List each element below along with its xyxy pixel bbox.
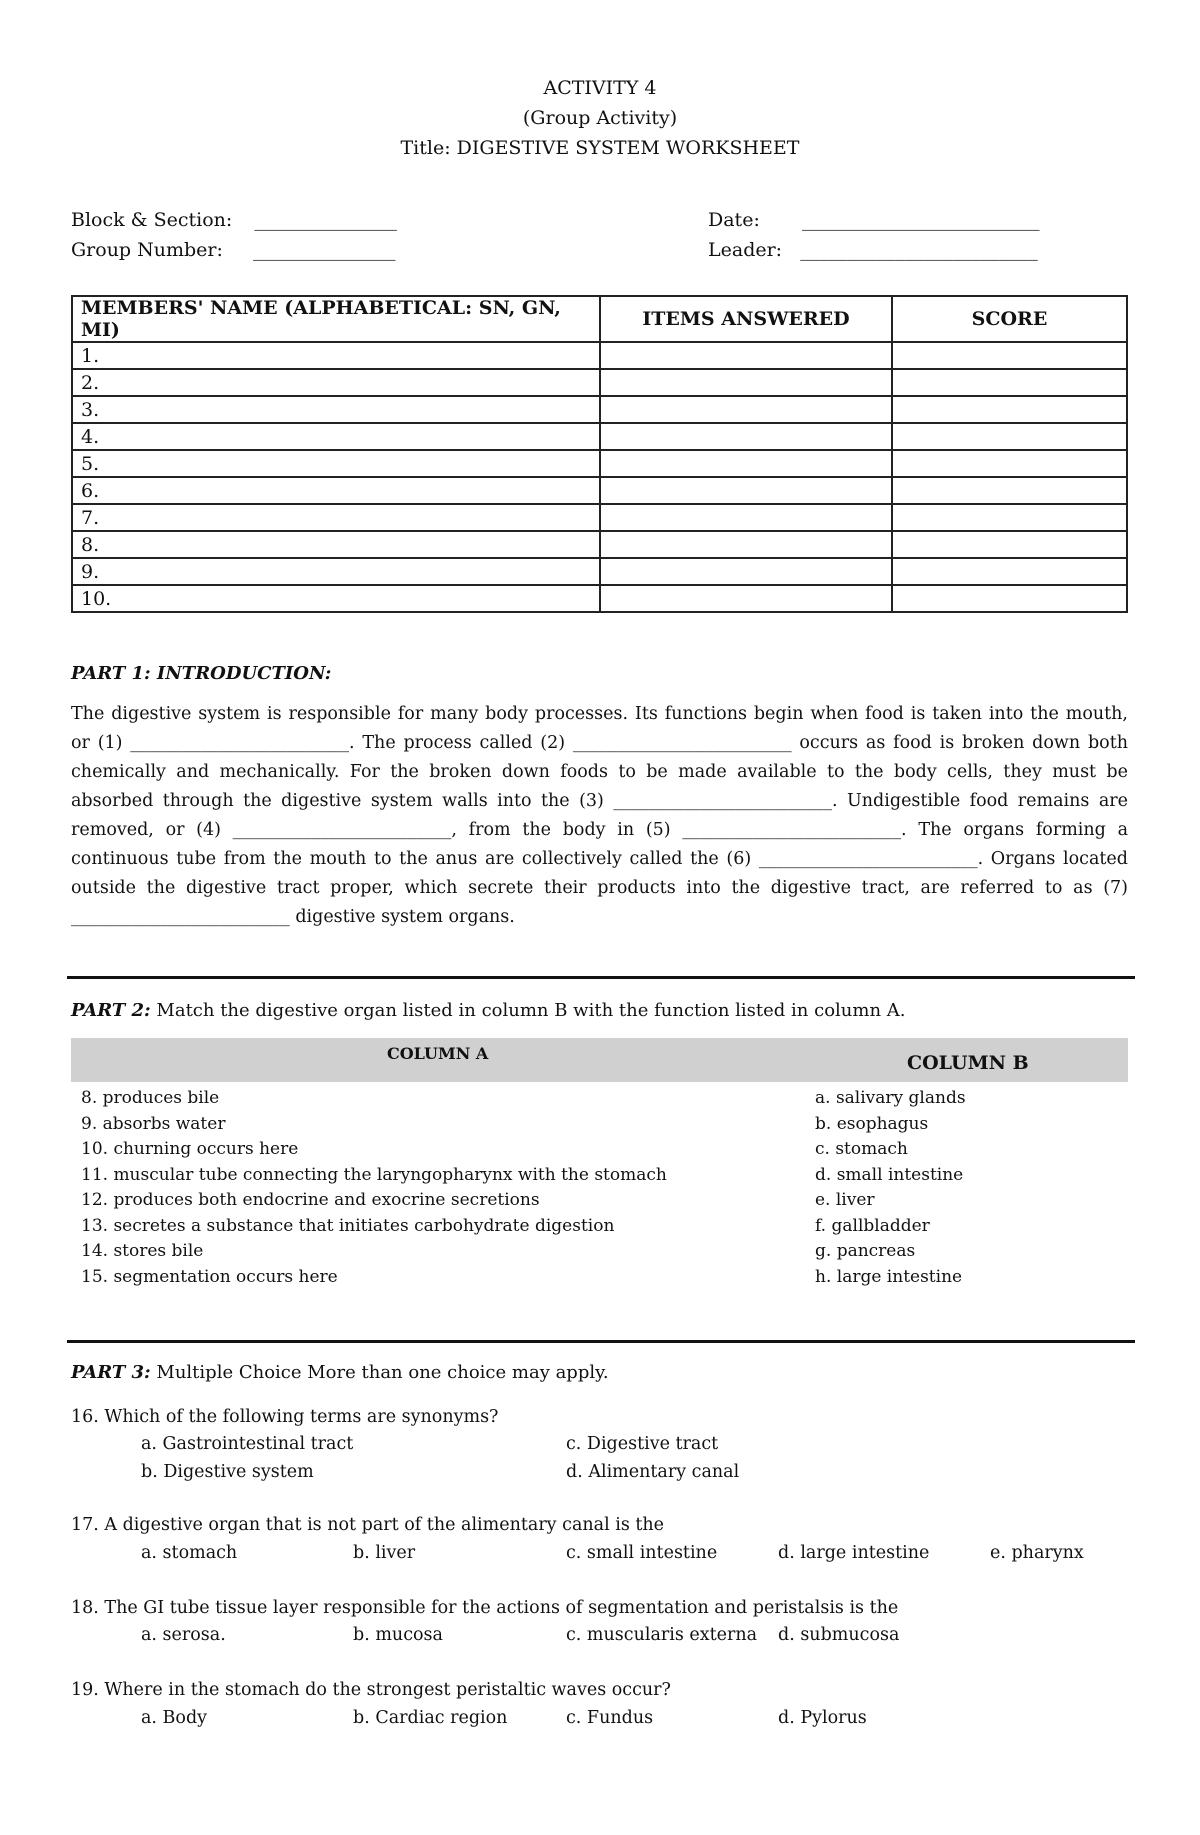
question-16: 16. Which of the following terms are synonyms? bbox=[71, 1407, 499, 1427]
items-answered-cell[interactable] bbox=[600, 396, 892, 423]
section-divider bbox=[67, 1340, 1135, 1343]
list-item: d. small intestine bbox=[815, 1164, 964, 1185]
list-item: 8. produces bile bbox=[81, 1088, 220, 1108]
part1-paragraph: The digestive system is responsible for many body processes. Its functions begin when food is taken into the mouth, or (1) _________________________. The process called (2) _________________________ occurs as food is broken down both chemically and mechanically. For the broken down foods to be made available to the body cells, they must be absorbed through the digestive system walls into the (3) _________________________. Undigestible food remains are removed, or (4) _________________________, from the body in (5) _________________________. The organs forming a continuous tube from the mouth to the anus are collectively called the (6) _________________________. Organs located outside the digestive tract proper, which secrete their products into the digestive tract, are referred to as (7) _________________________ digestive system organs. bbox=[71, 704, 1128, 927]
table-row bbox=[72, 423, 1127, 450]
members-name-header: MEMBERS' NAME (ALPHABETICAL: SN, GN, MI) bbox=[72, 296, 600, 342]
table-row bbox=[72, 477, 1127, 504]
block-section-line bbox=[71, 205, 397, 235]
q16-option-b[interactable]: b. Digestive system bbox=[141, 1462, 314, 1482]
score-cell[interactable] bbox=[892, 558, 1127, 585]
score-cell[interactable] bbox=[892, 396, 1127, 423]
items-answered-cell[interactable] bbox=[600, 585, 892, 612]
column-a-list bbox=[81, 1086, 667, 1290]
q17-option-c[interactable]: c. small intestine bbox=[566, 1543, 718, 1563]
q17-option-a[interactable]: a. stomach bbox=[141, 1543, 238, 1563]
part2-instruction: Match the digestive organ listed in column B with the function listed in column A. bbox=[156, 1000, 906, 1021]
score-cell[interactable] bbox=[892, 504, 1127, 531]
list-item: 12. produces both endocrine and exocrine secretions bbox=[81, 1190, 540, 1210]
table-row bbox=[72, 504, 1127, 531]
items-answered-cell[interactable] bbox=[600, 369, 892, 396]
list-item: 9. absorbs water bbox=[81, 1113, 226, 1134]
list-item: b. esophagus bbox=[815, 1113, 929, 1134]
table-row bbox=[72, 558, 1127, 585]
part3-instruction: Multiple Choice More than one choice may apply. bbox=[156, 1362, 609, 1383]
list-item: 15. segmentation occurs here bbox=[81, 1266, 338, 1287]
activity-subtitle: (Group Activity) bbox=[522, 107, 678, 129]
member-number[interactable]: 1. bbox=[72, 342, 600, 369]
items-answered-cell[interactable] bbox=[600, 477, 892, 504]
q19-option-b[interactable]: b. Cardiac region bbox=[353, 1708, 508, 1728]
q19-option-c[interactable]: c. Fundus bbox=[566, 1708, 654, 1728]
score-cell[interactable] bbox=[892, 531, 1127, 558]
list-item: 10. churning occurs here bbox=[81, 1139, 299, 1159]
member-number[interactable]: 8. bbox=[72, 531, 600, 558]
member-number[interactable]: 3. bbox=[72, 396, 600, 423]
list-item: e. liver bbox=[815, 1190, 875, 1210]
table-row bbox=[72, 531, 1127, 558]
items-answered-cell[interactable] bbox=[600, 342, 892, 369]
list-item: 11. muscular tube connecting the laryngopharynx with the stomach bbox=[81, 1164, 667, 1185]
score-cell[interactable] bbox=[892, 342, 1127, 369]
score-cell[interactable] bbox=[892, 477, 1127, 504]
q17-option-d[interactable]: d. large intestine bbox=[778, 1543, 930, 1563]
section-divider bbox=[67, 976, 1135, 979]
column-b-header: COLUMN B bbox=[907, 1052, 1029, 1074]
leader-label: Leader: bbox=[708, 239, 783, 261]
member-number[interactable]: 7. bbox=[72, 504, 600, 531]
list-item: c. stomach bbox=[815, 1139, 908, 1159]
table-row bbox=[72, 585, 1127, 612]
block-section-label: Block & Section: bbox=[71, 209, 233, 231]
q18-option-a[interactable]: a. serosa. bbox=[141, 1625, 226, 1645]
member-number[interactable]: 10. bbox=[72, 585, 600, 612]
q16-option-a[interactable]: a. Gastrointestinal tract bbox=[141, 1434, 354, 1454]
list-item: g. pancreas bbox=[815, 1241, 916, 1261]
score-cell[interactable] bbox=[892, 585, 1127, 612]
table-row bbox=[72, 450, 1127, 477]
score-cell[interactable] bbox=[892, 423, 1127, 450]
q18-option-c[interactable]: c. muscularis externa bbox=[566, 1625, 758, 1645]
date-field[interactable]: _________________________ bbox=[801, 209, 1040, 231]
leader-line bbox=[708, 235, 1038, 265]
q16-option-d[interactable]: d. Alimentary canal bbox=[566, 1462, 740, 1482]
member-number[interactable]: 2. bbox=[72, 369, 600, 396]
title-block bbox=[0, 73, 1200, 163]
table-row bbox=[72, 396, 1127, 423]
part3-label: PART 3: bbox=[71, 1362, 151, 1383]
part1-title: PART 1: INTRODUCTION: bbox=[71, 663, 332, 684]
list-item: f. gallbladder bbox=[815, 1215, 930, 1236]
group-number-line bbox=[71, 235, 396, 265]
q17-option-e[interactable]: e. pharynx bbox=[990, 1543, 1084, 1563]
items-answered-cell[interactable] bbox=[600, 531, 892, 558]
score-cell[interactable] bbox=[892, 450, 1127, 477]
q17-option-b[interactable]: b. liver bbox=[353, 1543, 416, 1563]
member-number[interactable]: 5. bbox=[72, 450, 600, 477]
question-19: 19. Where in the stomach do the strongest peristaltic waves occur? bbox=[71, 1680, 671, 1700]
group-number-label: Group Number: bbox=[71, 239, 223, 261]
block-section-field[interactable]: _______________ bbox=[254, 209, 397, 231]
column-b-list bbox=[815, 1086, 966, 1290]
leader-field[interactable]: _________________________ bbox=[800, 239, 1038, 261]
score-cell[interactable] bbox=[892, 369, 1127, 396]
worksheet-title: Title: DIGESTIVE SYSTEM WORKSHEET bbox=[400, 137, 800, 159]
q18-option-d[interactable]: d. submucosa bbox=[778, 1625, 900, 1645]
items-answered-cell[interactable] bbox=[600, 558, 892, 585]
list-item: a. salivary glands bbox=[815, 1088, 966, 1108]
list-item: h. large intestine bbox=[815, 1266, 963, 1287]
items-answered-cell[interactable] bbox=[600, 423, 892, 450]
member-number[interactable]: 4. bbox=[72, 423, 600, 450]
question-17: 17. A digestive organ that is not part of the alimentary canal is the bbox=[71, 1515, 665, 1535]
items-answered-cell[interactable] bbox=[600, 450, 892, 477]
date-label: Date: bbox=[708, 209, 760, 231]
date-line bbox=[708, 205, 1039, 235]
list-item: 13. secretes a substance that initiates carbohydrate digestion bbox=[81, 1215, 615, 1236]
activity-heading: ACTIVITY 4 bbox=[543, 77, 657, 99]
q19-option-a[interactable]: a. Body bbox=[141, 1708, 208, 1728]
list-item: 14. stores bile bbox=[81, 1241, 204, 1261]
table-row bbox=[72, 369, 1127, 396]
column-a-header: COLUMN A bbox=[387, 1044, 489, 1063]
score-header: SCORE bbox=[892, 296, 1127, 342]
member-number[interactable]: 9. bbox=[72, 558, 600, 585]
q16-option-c[interactable]: c. Digestive tract bbox=[566, 1434, 719, 1454]
question-18: 18. The GI tube tissue layer responsible for the actions of segmentation and peristalsis is the bbox=[71, 1598, 899, 1618]
members-table bbox=[71, 295, 1128, 613]
q19-option-d[interactable]: d. Pylorus bbox=[778, 1708, 867, 1728]
items-answered-header: ITEMS ANSWERED bbox=[600, 296, 892, 342]
table-row bbox=[72, 342, 1127, 369]
member-number[interactable]: 6. bbox=[72, 477, 600, 504]
part2-instruction-line bbox=[71, 1000, 906, 1021]
part3-instruction-line bbox=[71, 1362, 609, 1383]
members-table-header bbox=[72, 296, 1127, 342]
group-number-field[interactable]: _______________ bbox=[253, 239, 396, 261]
q18-option-b[interactable]: b. mucosa bbox=[353, 1625, 443, 1645]
part2-label: PART 2: bbox=[71, 1000, 151, 1021]
items-answered-cell[interactable] bbox=[600, 504, 892, 531]
